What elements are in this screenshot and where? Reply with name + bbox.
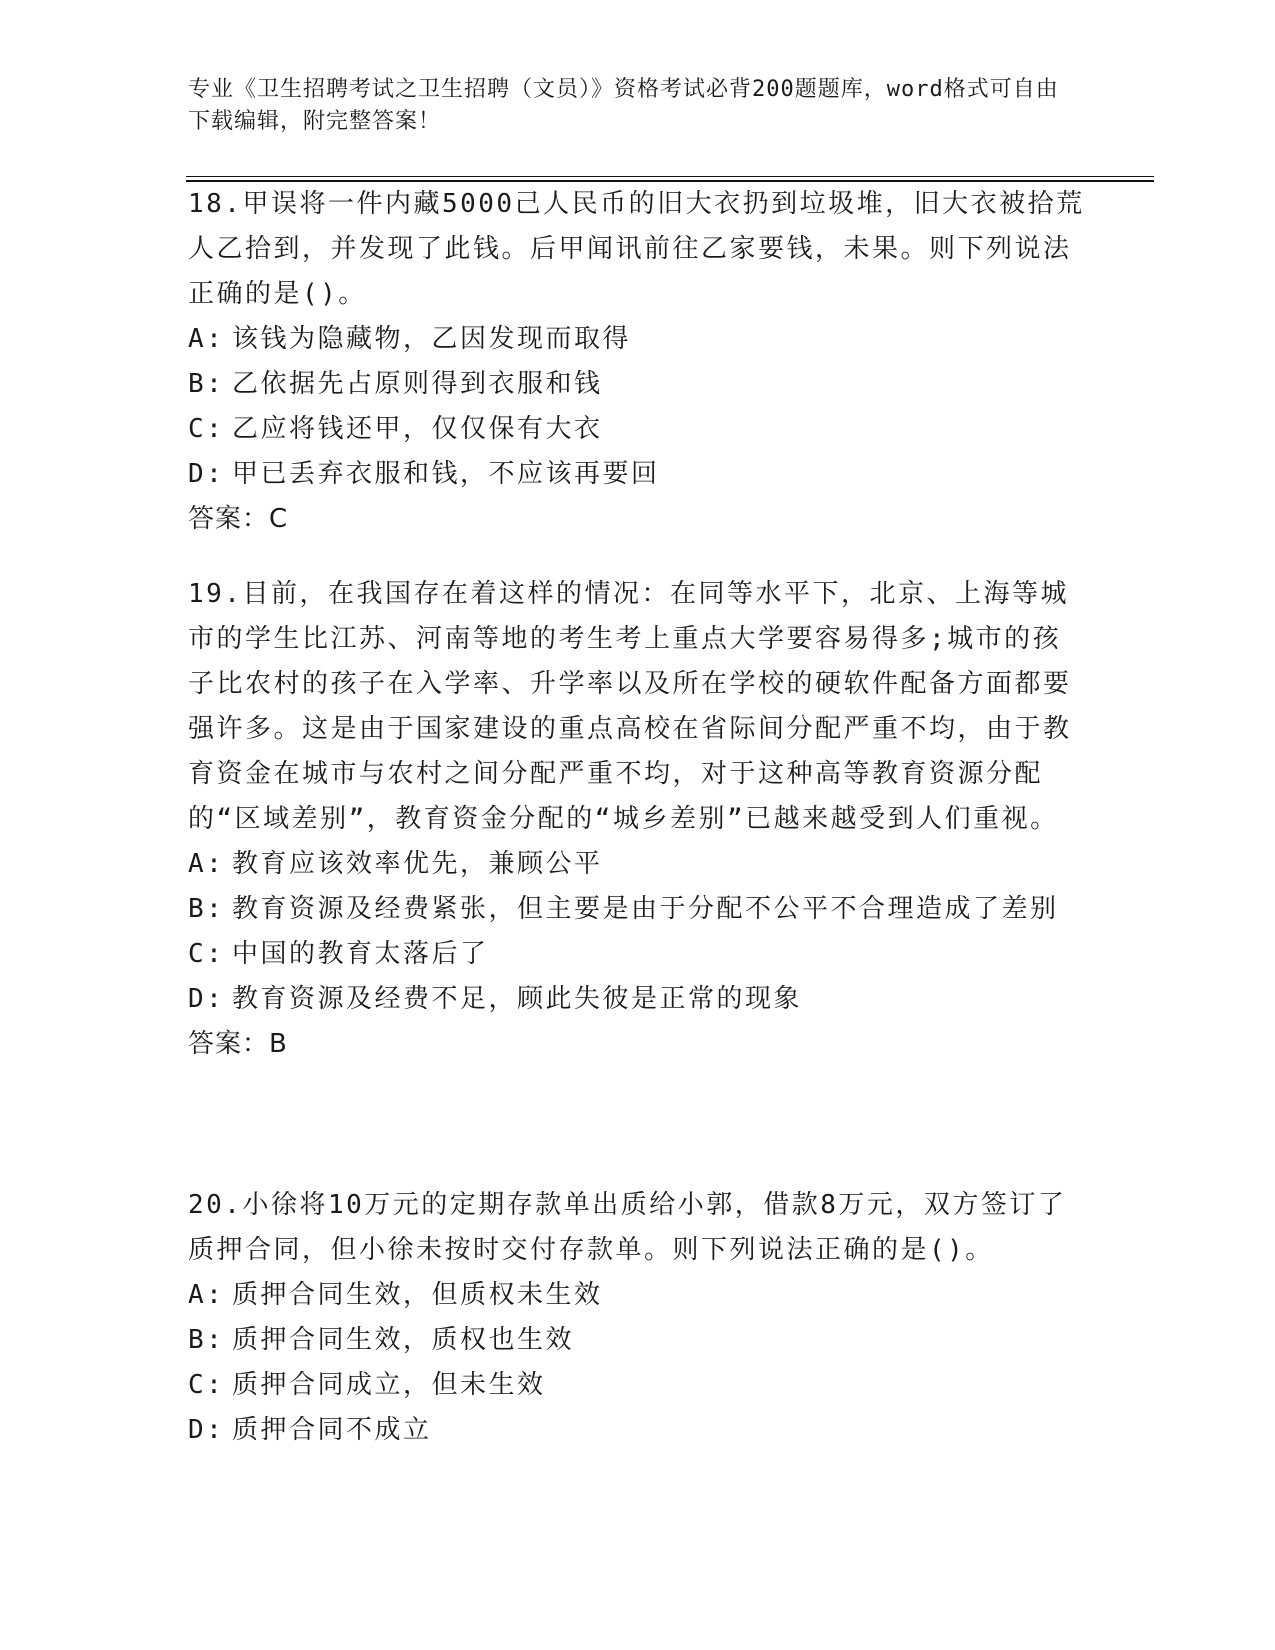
option-list — [188, 842, 1088, 1022]
option-text: 质押合同生效，质权也生效 — [232, 1325, 575, 1355]
question-stem: 20.小徐将10万元的定期存款单出质给小郭，借款8万元，双方签订了质押合同，但小徐未按时交付存款单。则下列说法正确的是()。 — [188, 1190, 1067, 1265]
option-letter: B: — [188, 369, 225, 399]
option-a — [188, 317, 1088, 362]
option-a — [188, 842, 1088, 887]
answer-line: 答案：C — [188, 504, 289, 534]
option-letter: A: — [188, 324, 225, 354]
option-letter: D: — [188, 459, 225, 489]
option-text: 中国的教育太落后了 — [232, 939, 489, 969]
question-19 — [188, 572, 1088, 1067]
option-text: 该钱为隐藏物，乙因发现而取得 — [232, 324, 632, 354]
option-a — [188, 1273, 1088, 1318]
option-letter: A: — [188, 1280, 225, 1310]
option-c — [188, 932, 1088, 977]
option-letter: C: — [188, 1370, 225, 1400]
option-letter: D: — [188, 1415, 225, 1445]
document-header — [188, 74, 1068, 138]
option-text: 质押合同不成立 — [232, 1415, 432, 1445]
option-b — [188, 362, 1088, 407]
option-letter: C: — [188, 939, 225, 969]
question-20 — [188, 1183, 1088, 1453]
option-text: 教育应该效率优先，兼顾公平 — [232, 849, 603, 879]
option-d — [188, 977, 1088, 1022]
option-letter: C: — [188, 414, 225, 444]
question-stem: 19.目前，在我国存在着这样的情况：在同等水平下，北京、上海等城市的学生比江苏、河南等地的考生考上重点大学要容易得多;城市的孩子比农村的孩子在入学率、升学率以及所在学校的硬软件配备方面都要强许多。这是由于国家建设的重点高校在省际间分配严重不均，由于教育资金在城市与农村之间分配严重不均，对于这种高等教育资源分配的“区域差别”，教育资金分配的“城乡差别”已越来越受到人们重视。 — [188, 579, 1072, 834]
option-text: 乙依据先占原则得到衣服和钱 — [232, 369, 603, 399]
option-c — [188, 407, 1088, 452]
option-text: 质押合同成立，但未生效 — [232, 1370, 546, 1400]
option-list — [188, 1273, 1088, 1453]
option-text: 教育资源及经费紧张，但主要是由于分配不公平不合理造成了差别 — [232, 894, 1059, 924]
option-text: 教育资源及经费不足，顾此失彼是正常的现象 — [232, 984, 803, 1014]
option-text: 乙应将钱还甲，仅仅保有大衣 — [232, 414, 603, 444]
option-d — [188, 452, 1088, 497]
option-text: 质押合同生效，但质权未生效 — [232, 1280, 603, 1310]
answer-line: 答案：B — [188, 1029, 288, 1059]
option-c — [188, 1363, 1088, 1408]
question-18 — [188, 182, 1088, 542]
option-d — [188, 1408, 1088, 1453]
header-text: 专业《卫生招聘考试之卫生招聘（文员）》资格考试必背200题题库，word格式可自由下载编辑，附完整答案！ — [188, 77, 1059, 134]
option-letter: A: — [188, 849, 225, 879]
option-text: 甲已丢弃衣服和钱，不应该再要回 — [232, 459, 660, 489]
option-letter: D: — [188, 984, 225, 1014]
option-list — [188, 317, 1088, 497]
option-letter: B: — [188, 1325, 225, 1355]
option-b — [188, 887, 1088, 932]
option-letter: B: — [188, 894, 225, 924]
question-stem: 18.甲误将一件内藏5000己人民币的旧大衣扔到垃圾堆，旧大衣被拾荒人乙拾到，并发现了此钱。后甲闻讯前往乙家要钱，未果。则下列说法正确的是()。 — [188, 189, 1085, 309]
option-b — [188, 1318, 1088, 1363]
